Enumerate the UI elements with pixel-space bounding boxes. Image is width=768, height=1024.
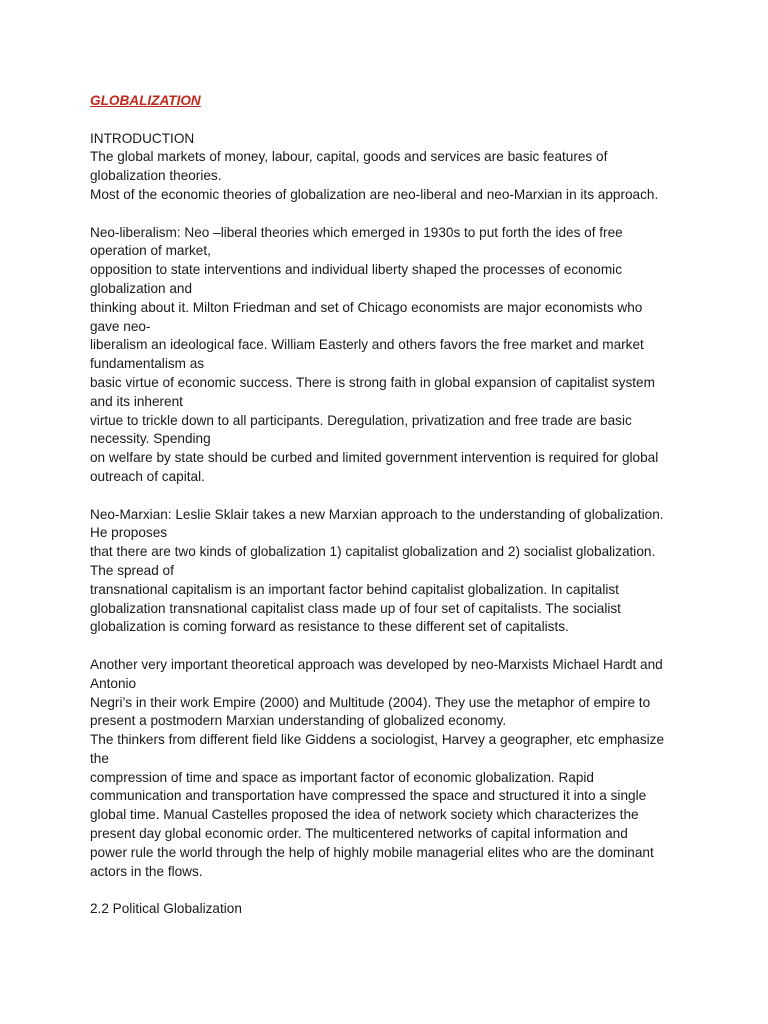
text-line: outreach of capital. — [90, 468, 205, 484]
text-line: gave neo- — [90, 318, 151, 334]
paragraph — [90, 900, 690, 919]
text-line: operation of market, — [90, 243, 211, 259]
text-line: fundamentalism as — [90, 356, 205, 372]
text-line: 2.2 Political Globalization — [90, 901, 242, 917]
text-line: Antonio — [90, 675, 137, 691]
text-line: He proposes — [90, 525, 168, 541]
text-line: globalization theories. — [90, 168, 222, 184]
text-line: globalization is coming forward as resistance to these different set of capitalists. — [90, 619, 569, 635]
text-line: The global markets of money, labour, capital, goods and services are basic features of — [90, 149, 608, 165]
text-line: basic virtue of economic success. There is strong faith in global expansion of capitalist system — [90, 374, 655, 390]
text-line: actors in the flows. — [90, 863, 203, 879]
text-line: on welfare by state should be curbed and limited government intervention is required for global — [90, 450, 659, 466]
text-line: that there are two kinds of globalization 1) capitalist globalization and 2) socialist globalization. — [90, 544, 656, 560]
text-line: Another very important theoretical approach was developed by neo-Marxists Michael Hardt and — [90, 656, 663, 672]
text-line: globalization transnational capitalist class made up of four set of capitalists. The socialist — [90, 600, 621, 616]
text-line: globalization and — [90, 280, 193, 296]
spacer — [90, 205, 690, 224]
spacer — [90, 111, 690, 130]
text-line: communication and transportation have compressed the space and structured it into a single — [90, 788, 647, 804]
text-line: Negri’s in their work Empire (2000) and Multitude (2004). They use the metaphor of empire to — [90, 694, 651, 710]
document-title: GLOBALIZATION — [90, 93, 201, 108]
text-line: necessity. Spending — [90, 431, 211, 447]
spacer — [90, 637, 690, 656]
text-line: opposition to state interventions and individual liberty shaped the processes of economic — [90, 262, 622, 278]
text-line: transnational capitalism is an important factor behind capitalist globalization. In capitalist — [90, 581, 619, 597]
text-line: INTRODUCTION — [90, 130, 195, 146]
text-line: Neo-liberalism: Neo –liberal theories which emerged in 1930s to put forth the ides of free — [90, 224, 623, 240]
text-line: present a postmodern Marxian understanding of globalized economy. — [90, 713, 507, 729]
text-line: the — [90, 750, 109, 766]
text-line: present day global economic order. The multicentered networks of capital information and — [90, 826, 628, 842]
text-line: power rule the world through the help of highly mobile managerial elites who are the dominant — [90, 844, 654, 860]
spacer — [90, 881, 690, 900]
paragraph — [90, 224, 690, 487]
text-line: and its inherent — [90, 393, 183, 409]
paragraph — [90, 656, 690, 882]
spacer — [90, 487, 690, 506]
text-line: liberalism an ideological face. William Easterly and others favors the free market and market — [90, 337, 644, 353]
text-line: compression of time and space as important factor of economic globalization. Rapid — [90, 769, 594, 785]
text-line: thinking about it. Milton Friedman and set of Chicago economists are major economists who — [90, 299, 643, 315]
paragraph — [90, 506, 690, 638]
paragraph — [90, 130, 690, 205]
text-line: Most of the economic theories of globalization are neo-liberal and neo-Marxian in its approach. — [90, 186, 659, 202]
document-body — [90, 130, 690, 919]
text-line: virtue to trickle down to all participants. Deregulation, privatization and free trade are basic — [90, 412, 632, 428]
text-line: The thinkers from different field like Giddens a sociologist, Harvey a geographer, etc emphasize — [90, 732, 665, 748]
text-line: Neo-Marxian: Leslie Sklair takes a new Marxian approach to the understanding of globalization. — [90, 506, 664, 522]
text-line: The spread of — [90, 562, 174, 578]
document-page — [90, 92, 690, 919]
text-line: global time. Manual Castelles proposed the idea of network society which characterizes the — [90, 807, 639, 823]
